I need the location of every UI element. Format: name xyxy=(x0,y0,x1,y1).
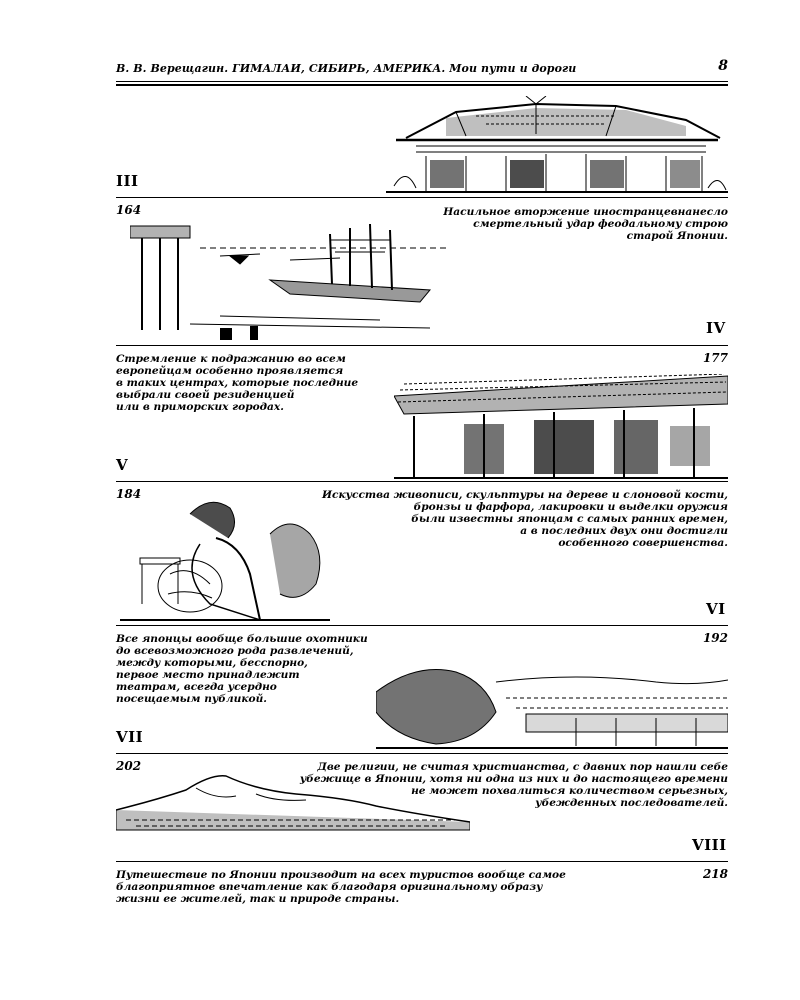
chapter-caption: Все японцы вообще большие охотники до всевозможного рода развлечений, между которыми, бесспорно, первое место принадлежит театрам, всегда усердно посещаемым публикой. xyxy=(116,633,368,705)
chapter-caption: Стремление к подражанию во всем европейцам особенно проявляется в таких центрах, которые последние выбрали своей резиденцией или в приморских городах. xyxy=(116,353,359,413)
section-rule xyxy=(116,753,728,754)
mountain-illustration xyxy=(116,770,470,836)
section-rule xyxy=(116,861,728,862)
chapter-page-ref: 218 xyxy=(702,867,728,881)
chapter-numeral: VIII xyxy=(692,836,727,854)
page-number: 8 xyxy=(718,58,728,74)
chapter-numeral: VII xyxy=(116,728,144,746)
harbor-illustration xyxy=(130,220,450,342)
temple-illustration xyxy=(386,96,728,196)
landscape-illustration xyxy=(376,652,728,750)
chapter-caption: Искусства живописи, скульптуры на дереве и слоновой кости, бронзы и фарфора, лакировки и выделки оружия были известны японцам с самых ранних времен, а в последних двух они достигли особенного совершенства. xyxy=(322,489,728,549)
chapter-page-ref: 184 xyxy=(116,487,142,501)
chapter-numeral: V xyxy=(116,456,129,474)
chapter-numeral: IV xyxy=(706,319,726,337)
chapter-caption: Две религии, не считая христианства, с давних пор нашли себе убежище в Японии, хотя ни одна из них и до настоящего времени не может похвалиться количеством серьезных, убежденных последователей. xyxy=(299,761,728,809)
chapter-page-ref: 164 xyxy=(116,203,142,217)
section-rule xyxy=(116,625,728,626)
running-header xyxy=(116,58,728,82)
artisan-illustration xyxy=(120,494,330,622)
section-rule xyxy=(116,197,728,198)
running-title: В. В. Верещагин. ГИМАЛАИ, СИБИРЬ, АМЕРИКА. Мои пути и дороги xyxy=(116,62,577,75)
chapter-numeral: VI xyxy=(706,600,726,618)
section-rule xyxy=(116,481,728,482)
house-illustration xyxy=(394,374,728,480)
header-rule xyxy=(116,81,728,86)
section-rule xyxy=(116,345,728,346)
chapter-page-ref: 202 xyxy=(116,759,142,773)
chapter-page-ref: 192 xyxy=(702,631,728,645)
chapter-caption: Насильное вторжение иностранцевнанесло смертельный удар феодальному строю старой Японии. xyxy=(443,206,728,242)
chapter-numeral: III xyxy=(116,172,139,190)
chapter-page-ref: 177 xyxy=(702,351,728,365)
chapter-caption: Путешествие по Японии производит на всех туристов вообще самое благоприятное впечатление как благодаря оригинальному образу жизни ее жителей, так и природе страны. xyxy=(116,869,566,905)
